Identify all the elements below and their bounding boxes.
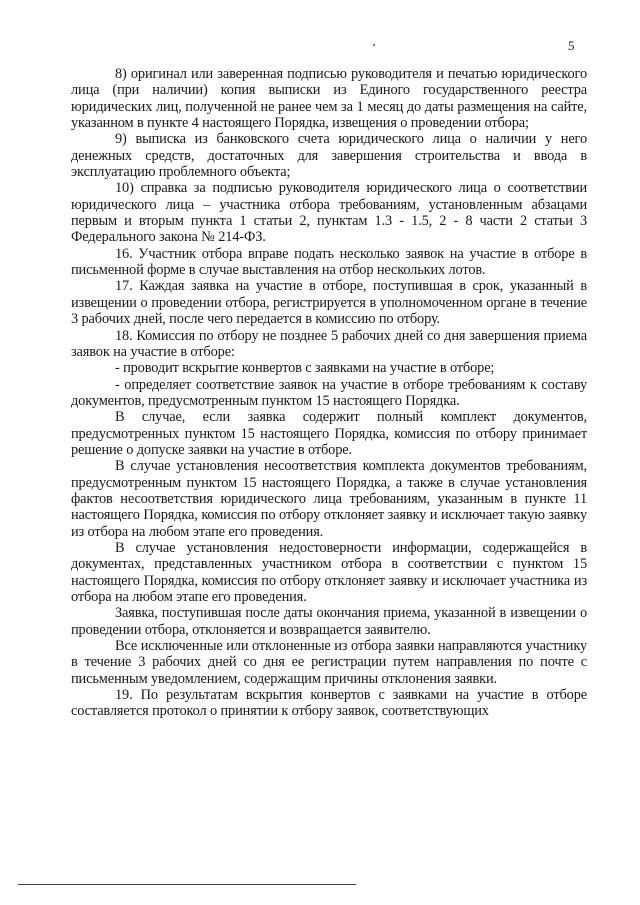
paragraph-clause-18: 18. Комиссия по отбору не позднее 5 рабочих дней со дня завершения приема заявок на участие в отборе: [71,327,587,360]
paragraph-dash-compliance: - определяет соответствие заявок на участие в отборе требованиям к составу документов, предусмотренным пунктом 15 настоящего Порядка. [71,376,587,409]
paragraph-clause-17: 17. Каждая заявка на участие в отборе, поступившая в срок, указанный в извещении о проведении отбора, регистрируется в уполномоченном органе в течение 3 рабочих дней, после чего передается в комиссию по отбору. [71,278,587,328]
paragraph-false-info: В случае установления недостоверности информации, содержащейся в документах, представленных участником отбора в соответствии с пунктом 15 настоящего Порядка, комиссия по отбору отклоняет заявку и исключает участника из отбора на любом этапе его проведения. [71,539,587,605]
scan-speck [373,44,375,46]
document-body [71,66,587,720]
paragraph-admission: В случае, если заявка содержит полный комплект документов, предусмотренных пунктом 15 настоящего Порядка, комиссия по отбору принимает решение о допуске заявки на участие в отборе. [71,409,587,458]
paragraph-clause-19: 19. По результатам вскрытия конвертов с заявками на участие в отборе составляется протокол о принятии к отбору заявок, соответствующих [71,687,587,720]
paragraph-clause-16: 16. Участник отбора вправе подать несколько заявок на участие в отборе в письменной форме в случае выставления на отбор нескольких лотов. [71,245,587,279]
page-number: 5 [568,38,575,53]
paragraph-item-8: 8) оригинал или заверенная подписью руководителя и печатью юридического лица (при наличии) копия выписки из Единого государственного реестра юридических лиц, полученной не ранее чем за 1 месяц до даты размещения на сайте, указанном в пункте 4 настоящего Порядка, извещения о проведении отбора; [71,66,587,132]
paragraph-item-10: 10) справка за подписью руководителя юридического лица о соответствии юридического лица – участника отбора требованиям, установленным абзацами первым и вторым пункта 1 статьи 2, пунктам 1.3 - 1.5, 2 - 8 части 2 статьи 3 Федерального закона № 214-ФЗ. [71,180,587,246]
bottom-rule [18,884,356,885]
paragraph-late-application: Заявка, поступившая после даты окончания приема, указанной в извещении о проведении отбора, отклоняется и возвращается заявителю. [71,605,587,638]
paragraph-rejection: В случае установления несоответствия комплекта документов требованиям, предусмотренным пунктом 15 настоящего Порядка, а также в случае установления фактов несоответствия юридического лица требованиям, указанным в пункте 11 настоящего Порядка, комиссия по отбору отклоняет заявку и исключает такую заявку из отбора на любом этапе его проведения. [71,458,587,540]
paragraph-dash-opening: - проводит вскрытие конвертов с заявками на участие в отборе; [115,360,495,377]
paragraph-item-9: 9) выписка из банковского счета юридического лица о наличии у него денежных средств, достаточных для завершения строительства и ввода в эксплуатацию проблемного объекта; [71,131,587,181]
paragraph-return-notice: Все исключенные или отклоненные из отбора заявки направляются участнику в течение 3 рабочих дней со дня ее регистрации путем направления по почте с письменным уведомлением, содержащим причины отклонения заявки. [71,638,587,687]
